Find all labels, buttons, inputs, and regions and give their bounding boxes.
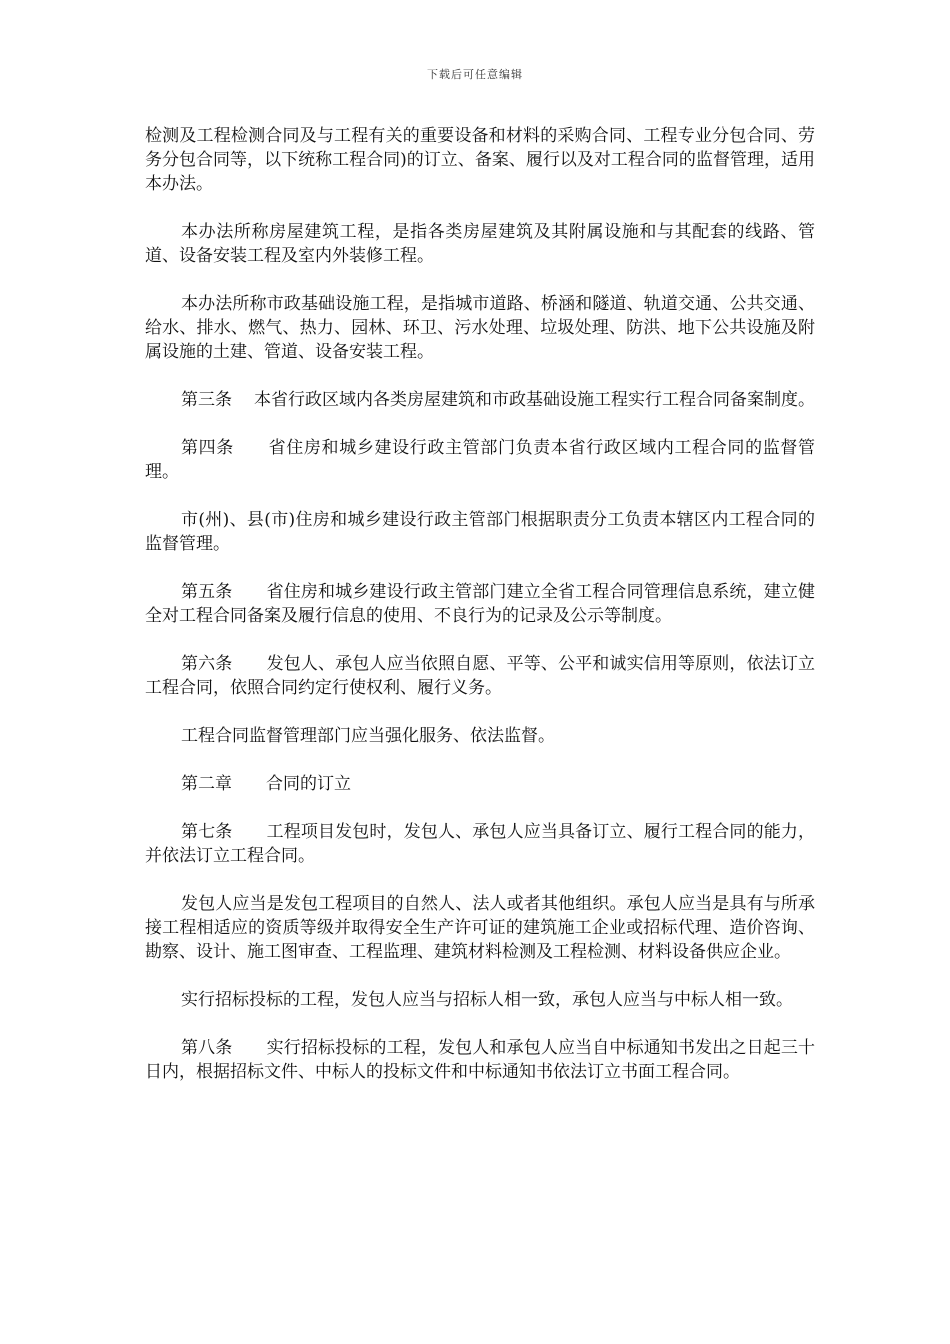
paragraph-13: 实行招标投标的工程，发包人应当与招标人相一致，承包人应当与中标人相一致。 (181, 990, 793, 1010)
article-4: 第四条 省住房和城乡建设行政主管部门负责本省行政区域内工程合同的监督管理。 (145, 438, 816, 482)
article-label: 第八条 (181, 1038, 233, 1058)
article-6: 第六条 发包人、承包人应当依照自愿、平等、公平和诚实信用等原则，依法订立工程合同，依照合同约定行使权利、履行义务。 (145, 654, 816, 698)
document-body (145, 124, 815, 1108)
chapter-2-heading (145, 772, 815, 796)
paragraph-2: 本办法所称房屋建筑工程，是指各类房屋建筑及其附属设施和与其配套的线路、管道、设备安装工程及室内外装修工程。 (145, 222, 815, 266)
chapter-title: 合同的订立 (266, 774, 351, 794)
article-label: 第七条 (181, 822, 233, 842)
chapter-label: 第二章 (181, 774, 232, 794)
article-7: 第七条 工程项目发包时，发包人、承包人应当具备订立、履行工程合同的能力，并依法订立工程合同。 (145, 822, 816, 866)
article-label: 第三条 (181, 390, 232, 410)
paragraph-6: 市(州)、县(市)住房和城乡建设行政主管部门根据职责分工负责本辖区内工程合同的监督管理。 (145, 510, 815, 554)
article-8: 第八条 实行招标投标的工程，发包人和承包人应当自中标通知书发出之日起三十日内，根据招标文件、中标人的投标文件和中标通知书依法订立书面工程合同。 (145, 1038, 816, 1082)
paragraph-12: 发包人应当是发包工程项目的自然人、法人或者其他组织。承包人应当是具有与所承接工程相适应的资质等级并取得安全生产许可证的建筑施工企业或招标代理、造价咨询、勘察、设计、施工图审查、工程监理、建筑材料检测及工程检测、材料设备供应企业。 (145, 894, 815, 962)
article-label: 第五条 (181, 582, 233, 602)
paragraph-1: 检测及工程检测合同及与工程有关的重要设备和材料的采购合同、工程专业分包合同、劳务分包合同等，以下统称工程合同)的订立、备案、履行以及对工程合同的监督管理，适用本办法。 (145, 126, 815, 194)
article-5: 第五条 省住房和城乡建设行政主管部门建立全省工程合同管理信息系统，建立健全对工程合同备案及履行信息的使用、不良行为的记录及公示等制度。 (145, 582, 816, 626)
page-header: 下载后可任意编辑 (427, 68, 523, 81)
article-label: 第六条 (181, 654, 233, 674)
paragraph-9: 工程合同监督管理部门应当强化服务、依法监督。 (181, 726, 555, 746)
article-label: 第四条 (181, 438, 234, 458)
article-3: 第三条 本省行政区域内各类房屋建筑和市政基础设施工程实行工程合同备案制度。 (181, 390, 815, 410)
paragraph-3: 本办法所称市政基础设施工程，是指城市道路、桥涵和隧道、轨道交通、公共交通、给水、排水、燃气、热力、园林、环卫、污水处理、垃圾处理、防洪、地下公共设施及附属设施的土建、管道、设备安装工程。 (145, 294, 815, 362)
